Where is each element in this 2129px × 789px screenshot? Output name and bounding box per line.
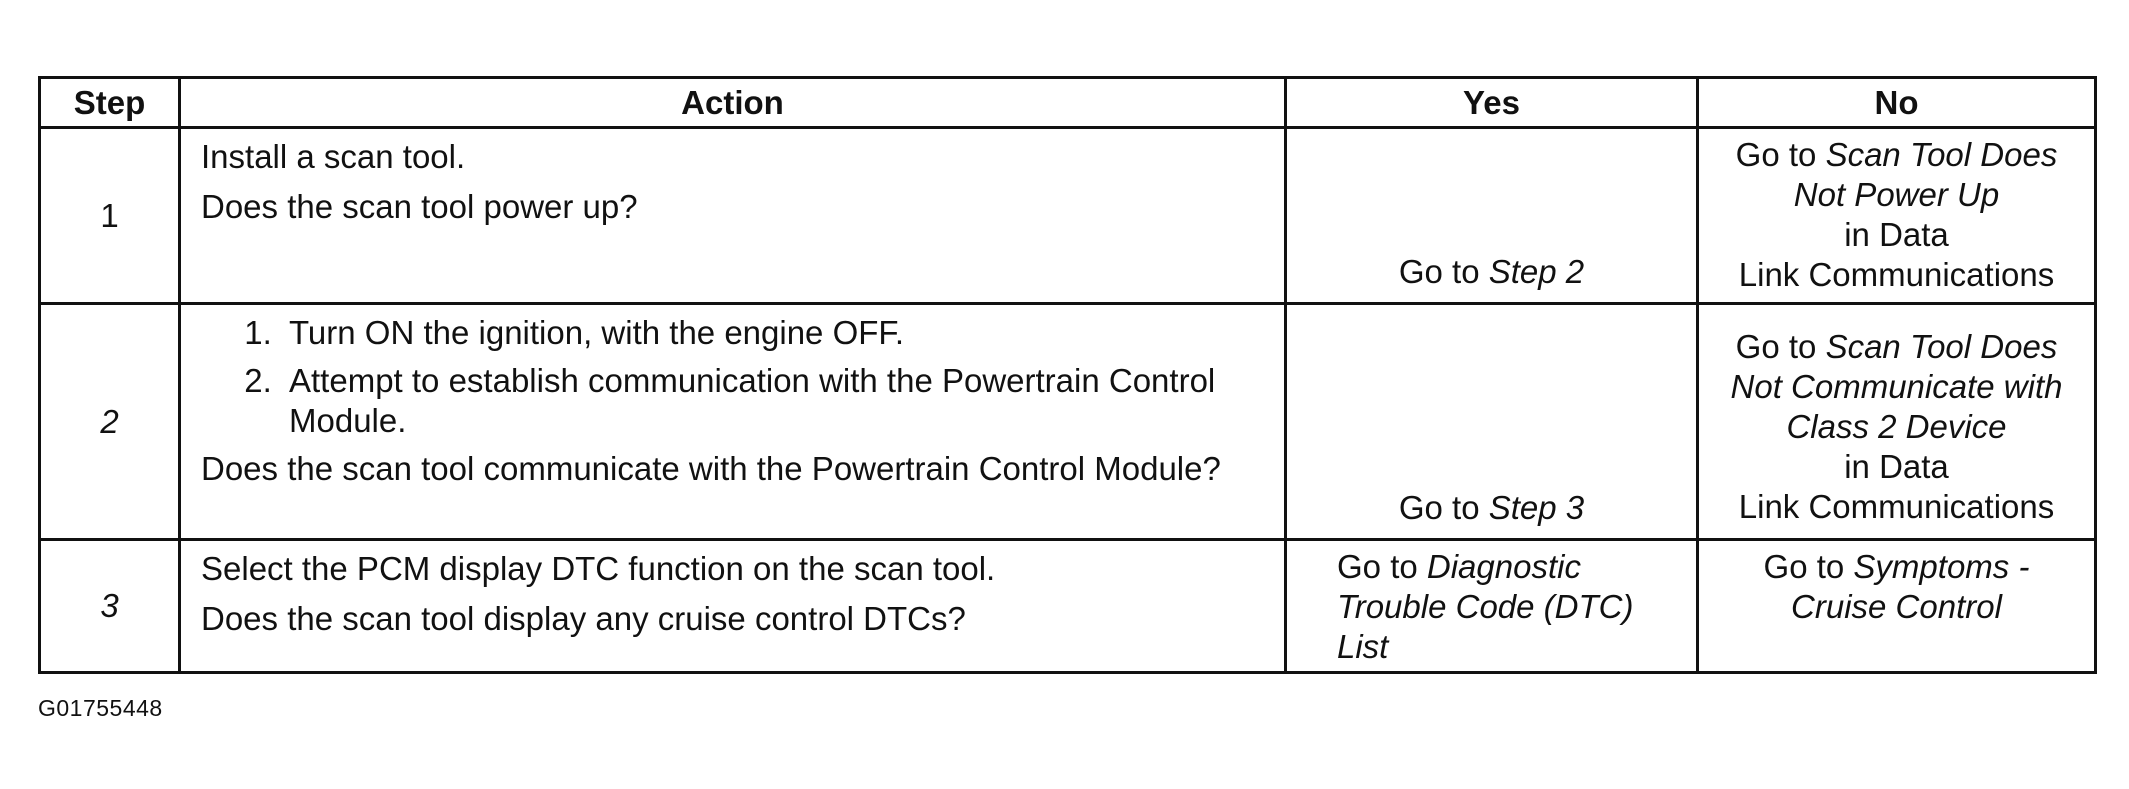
action-question: Does the scan tool communicate with the Powertrain Control Module? [201,450,1221,487]
table-header-row [40,78,2096,128]
yes-prefix: Go to [1398,489,1489,526]
yes-cell [1286,128,1698,304]
yes-link-line[interactable]: List [1337,628,1389,665]
step-number: 1 [40,128,180,304]
action-step-list [201,313,1266,441]
header-action: Action [180,78,1286,128]
action-cell [180,128,1286,304]
no-link-line[interactable]: Scan Tool Does [1825,136,2058,173]
no-cell [1698,304,2096,540]
step-number: 3 [40,540,180,673]
action-question: Does the scan tool display any cruise control DTCs? [201,600,966,637]
diagnostic-table [38,76,2097,674]
step-number: 2 [40,304,180,540]
header-yes: Yes [1286,78,1698,128]
no-suffix: Link Communications [1738,256,2055,293]
no-prefix: Go to [1735,328,1826,365]
yes-step-link[interactable]: Step 2 [1488,253,1585,290]
no-prefix: Go to [1735,136,1826,173]
header-no: No [1698,78,2096,128]
no-cell [1698,128,2096,304]
action-step-item: 1. Turn ON the ignition, with the engine OFF. [281,313,1266,353]
yes-cell [1286,304,1698,540]
table-row [40,540,2096,673]
table-row [40,304,2096,540]
yes-cell [1286,540,1698,673]
no-link-line[interactable]: Cruise Control [1791,588,2002,625]
yes-step-link[interactable]: Step 3 [1488,489,1585,526]
no-link-line[interactable]: Scan Tool Does [1825,328,2058,365]
header-step: Step [40,78,180,128]
no-link-line[interactable]: Symptoms - [1853,548,2030,585]
action-question: Does the scan tool power up? [201,188,638,225]
no-suffix: in Data [1844,448,1949,485]
action-cell [180,304,1286,540]
no-link-line[interactable]: Class 2 Device [1786,408,2007,445]
yes-link-line[interactable]: Diagnostic [1426,548,1581,585]
no-suffix: Link Communications [1738,488,2055,525]
no-suffix: in Data [1844,216,1949,253]
action-step-item: 2. Attempt to establish communication with the Powertrain Control Module. [281,361,1266,441]
no-cell [1698,540,2096,673]
action-instruction: Install a scan tool. [201,138,466,175]
table-row [40,128,2096,304]
no-link-line[interactable]: Not Power Up [1793,176,2000,213]
figure-id: G01755448 [38,695,163,721]
action-instruction: Select the PCM display DTC function on the scan tool. [201,550,996,587]
yes-link-line[interactable]: Trouble Code (DTC) [1337,588,1634,625]
action-cell [180,540,1286,673]
yes-prefix: Go to [1398,253,1489,290]
yes-prefix: Go to [1337,548,1427,585]
no-prefix: Go to [1763,548,1854,585]
no-link-line[interactable]: Not Communicate with [1730,368,2063,405]
